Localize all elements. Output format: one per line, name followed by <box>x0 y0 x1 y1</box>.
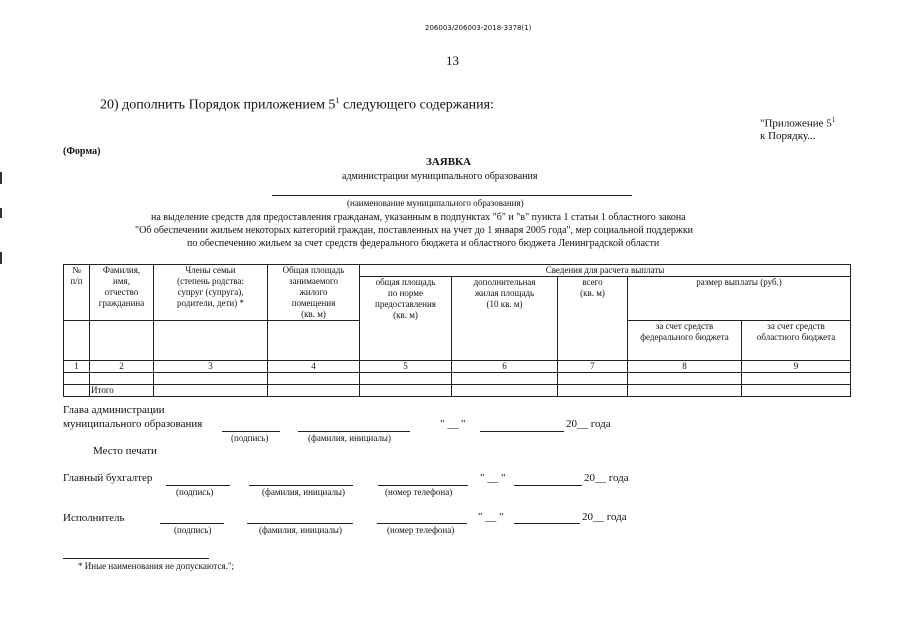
header-reg: за счет средств областного бюджета <box>742 321 851 361</box>
col-number: 9 <box>742 361 851 373</box>
header-payment: размер выплаты (руб.) <box>628 277 851 321</box>
table-row-total <box>64 385 851 397</box>
date-line[interactable] <box>514 484 582 486</box>
header-area-cont <box>268 321 360 361</box>
footnote-divider <box>63 557 209 559</box>
col-number: 6 <box>452 361 558 373</box>
date-day: " __ " <box>478 511 504 523</box>
signature-caption: (подпись) <box>176 487 214 497</box>
header-no-cont <box>64 321 90 361</box>
col-number: 8 <box>628 361 742 373</box>
date-day: " __ " <box>440 418 466 430</box>
name-caption: (фамилия, инициалы) <box>308 433 391 443</box>
header-group: Сведения для расчета выплаты <box>360 265 851 277</box>
footnote: * Иные наименования не допускаются."; <box>78 561 235 571</box>
total-label: Итого <box>90 385 154 397</box>
header-total: всего (кв. м) <box>558 277 628 361</box>
scan-edge-mark <box>0 208 2 218</box>
header-name: Фамилия, имя, отчество гражданина <box>90 265 154 321</box>
header-fed: за счет средств федерального бюджета <box>628 321 742 361</box>
name-caption: (фамилия, инициалы) <box>262 487 345 497</box>
signature-line[interactable] <box>160 522 224 524</box>
stamp-place: Место печати <box>93 445 157 457</box>
document-subtitle: администрации муниципального образования <box>342 171 538 182</box>
name-line[interactable] <box>249 484 353 486</box>
scan-edge-mark <box>0 172 2 184</box>
header-name-cont <box>90 321 154 361</box>
executor-label: Исполнитель <box>63 512 125 524</box>
heading-prefix: 20) дополнить Порядок приложением 5 <box>100 97 336 113</box>
table-row <box>64 373 851 385</box>
phone-line[interactable] <box>378 484 468 486</box>
purpose-line-1: на выделение средств для предоставления гражданам, указанным в подпунктах "б" и "в" пункта 1 статьи 1 областного закона <box>151 212 686 223</box>
date-year: 20__ года <box>566 418 611 430</box>
phone-caption: (номер телефона) <box>387 525 455 535</box>
appendix-ref-line2: к Порядку... <box>760 130 816 142</box>
mo-name-line <box>272 194 632 196</box>
forma-label: (Форма) <box>63 146 101 157</box>
phone-caption: (номер телефона) <box>385 487 453 497</box>
name-line[interactable] <box>247 522 353 524</box>
appendix-ref-line1 <box>760 116 835 130</box>
accountant-label: Главный бухгалтер <box>63 472 153 484</box>
signature-caption: (подпись) <box>231 433 269 443</box>
col-number: 1 <box>64 361 90 373</box>
head-label-line2: муниципального образования <box>63 418 203 430</box>
col-number: 7 <box>558 361 628 373</box>
date-line[interactable] <box>514 522 580 524</box>
page-number: 13 <box>446 53 459 68</box>
col-number: 4 <box>268 361 360 373</box>
heading-sup: 1 <box>335 96 340 105</box>
header-family: Члены семьи (степень родства: супруг (супруга), родители, дети) * <box>154 265 268 321</box>
phone-line[interactable] <box>377 522 467 524</box>
document-title: ЗАЯВКА <box>426 156 471 168</box>
appendix-ref-text: "Приложение 5 <box>760 117 832 130</box>
col-number: 5 <box>360 361 452 373</box>
purpose-line-3: по обеспечению жильем за счет средств федерального бюджета и областного бюджета Ленинградской области <box>187 238 660 249</box>
signature-line[interactable] <box>222 430 280 432</box>
signature-line[interactable] <box>166 484 230 486</box>
doc-id: 206003/206003-2018-3378(1) <box>425 24 532 32</box>
col-number: 3 <box>154 361 268 373</box>
heading-suffix: следующего содержания: <box>339 97 494 113</box>
header-norm: общая площадь по норме предоставления (кв. м) <box>360 277 452 361</box>
scan-edge-mark <box>0 252 2 264</box>
mo-caption: (наименование муниципального образования) <box>347 198 524 208</box>
col-number: 2 <box>90 361 154 373</box>
header-area: Общая площадь занимаемого жилого помещения (кв. м) <box>268 265 360 321</box>
header-no: № п/п <box>64 265 90 321</box>
date-year: 20__ года <box>582 511 627 523</box>
date-line[interactable] <box>480 430 564 432</box>
header-family-cont <box>154 321 268 361</box>
name-caption: (фамилия, инициалы) <box>259 525 342 535</box>
purpose-line-2: "Об обеспечении жильем некоторых категорий граждан, поставленных на учет до 1 января 2005 года", мер социальной поддержки <box>135 225 694 236</box>
header-extra: дополнительная жилая площадь (10 кв. м) <box>452 277 558 361</box>
date-year: 20__ года <box>584 472 629 484</box>
application-table <box>63 264 851 397</box>
signature-caption: (подпись) <box>174 525 212 535</box>
appendix-ref-sup: 1 <box>831 116 836 124</box>
heading <box>100 96 494 114</box>
head-label-line1: Глава администрации <box>63 404 165 416</box>
date-day: " __ " <box>480 472 506 484</box>
name-line[interactable] <box>298 430 410 432</box>
